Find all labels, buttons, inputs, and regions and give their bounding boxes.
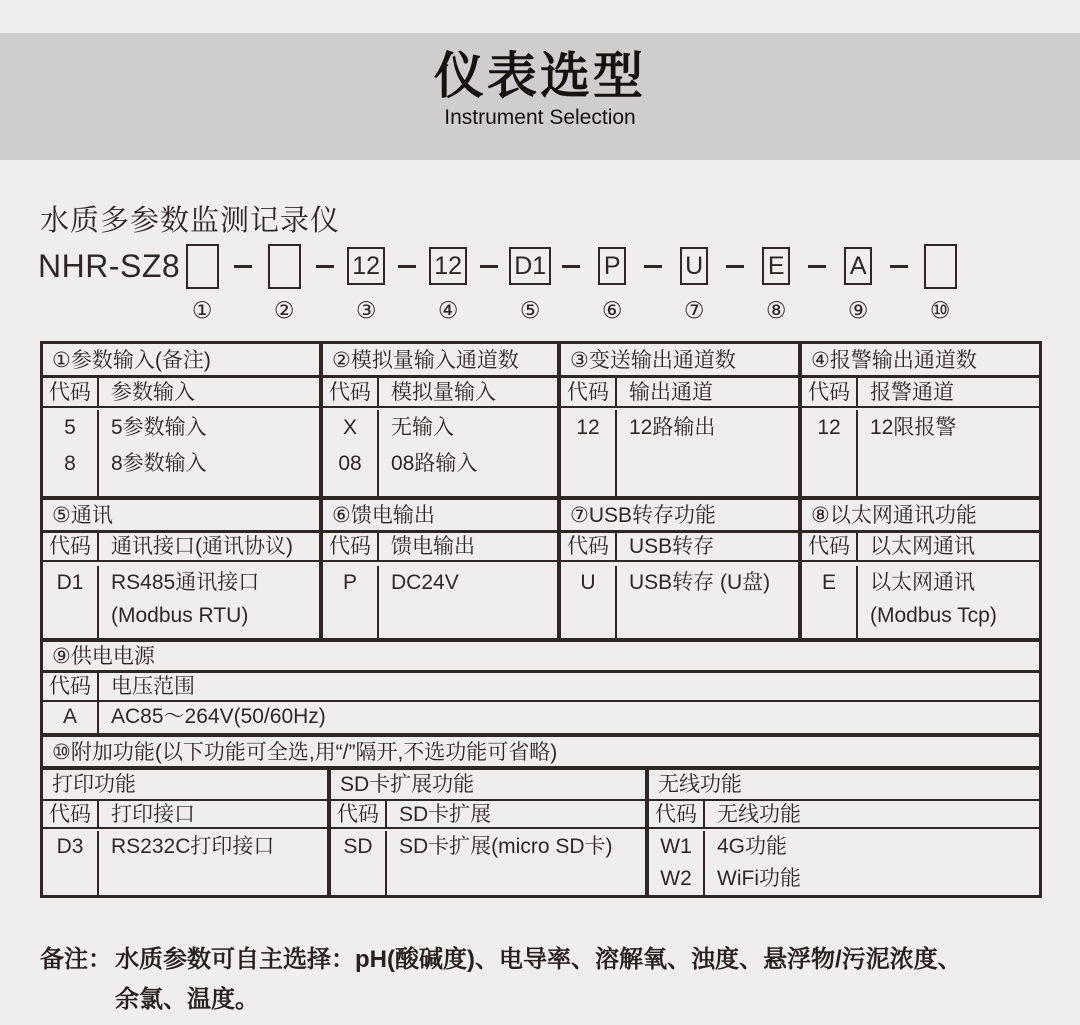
section-header: 打印功能 — [43, 770, 327, 801]
section-alarm-output-channels — [798, 344, 1039, 496]
dash-icon — [726, 265, 744, 268]
section-rows — [802, 408, 1039, 496]
dash-icon — [890, 265, 908, 268]
slot-number-5: ⑤ — [519, 297, 541, 323]
section-header: ①参数输入(备注) — [43, 344, 319, 378]
dash-icon — [316, 265, 334, 268]
code-label: 代码 — [43, 533, 99, 560]
option-text: 08路输入 — [391, 452, 478, 475]
code-label: 代码 — [43, 378, 99, 406]
option-text: 12限报警 — [870, 416, 957, 439]
model-box-5: D1 — [509, 247, 551, 285]
value-label: 打印接口 — [111, 803, 195, 826]
band-1 — [43, 344, 1039, 496]
code-label: 代码 — [323, 378, 379, 406]
model-slot-5 — [510, 242, 550, 323]
code-value: X — [342, 416, 357, 439]
section-rows — [323, 408, 557, 496]
code-value: 12 — [576, 416, 600, 439]
option-text: RS232C打印接口 — [111, 835, 275, 858]
column-headers — [43, 673, 1039, 702]
model-box-1 — [186, 244, 219, 289]
section-header: ⑦USB转存功能 — [561, 500, 798, 533]
slot-number-8: ⑧ — [765, 297, 787, 323]
column-headers — [649, 801, 1039, 829]
option-text: RS485通讯接口 — [111, 571, 260, 594]
code-value: 8 — [64, 452, 76, 475]
column-headers — [43, 533, 319, 562]
code-value: 12 — [817, 416, 841, 439]
model-box-4: 12 — [429, 247, 467, 285]
model-prefix: NHR-SZ8 — [38, 248, 181, 284]
code-value: D3 — [56, 835, 84, 858]
model-box-7: U — [680, 247, 708, 285]
value-label: SD卡扩展 — [399, 803, 492, 826]
model-box-6: P — [598, 247, 626, 285]
model-slot-8 — [756, 242, 796, 323]
code-label: 代码 — [802, 378, 858, 406]
code-label: 代码 — [561, 533, 617, 560]
code-label: 代码 — [43, 801, 99, 827]
model-slot-1 — [182, 242, 222, 323]
model-box-2 — [268, 244, 301, 289]
slot-number-4: ④ — [437, 297, 459, 323]
option-text: 4G功能 — [717, 835, 788, 858]
option-text: DC24V — [391, 571, 459, 594]
selection-table — [40, 341, 1042, 898]
section-rows — [43, 408, 319, 496]
section-rows — [649, 829, 1039, 895]
page-title: 仪表选型 — [434, 48, 646, 104]
column-headers — [561, 533, 798, 562]
value-label: 馈电输出 — [391, 535, 475, 558]
dash-icon — [398, 265, 416, 268]
code-value: W2 — [660, 867, 692, 890]
column-headers — [43, 801, 327, 829]
value-label: 电压范围 — [111, 675, 195, 698]
banner — [0, 33, 1080, 160]
slot-number-1: ① — [191, 297, 213, 323]
code-label: 代码 — [561, 378, 617, 406]
section-rows — [323, 562, 557, 638]
dash-icon — [234, 265, 252, 268]
code-value: D1 — [56, 571, 84, 594]
slot-number-7: ⑦ — [683, 297, 705, 323]
column-headers — [561, 378, 798, 408]
remark — [40, 940, 1050, 1020]
section-rows — [561, 562, 798, 638]
column-headers — [802, 533, 1039, 562]
model-slot-2 — [264, 242, 304, 323]
section-transmit-output-channels — [557, 344, 798, 496]
section-wireless — [645, 770, 1039, 895]
value-label: 输出通道 — [629, 381, 713, 404]
section-rows — [561, 408, 798, 496]
section-header: 无线功能 — [649, 770, 1039, 801]
option-text: 无输入 — [391, 416, 454, 439]
code-label: 代码 — [323, 533, 379, 560]
option-text: AC85～264V(50/60Hz) — [111, 705, 326, 728]
value-label: 模拟量输入 — [391, 381, 496, 404]
model-slot-9 — [838, 242, 878, 323]
section-header: ④报警输出通道数 — [802, 344, 1039, 378]
column-headers — [802, 378, 1039, 408]
remark-line: 水质参数可自主选择：pH(酸碱度)、电导率、溶解氧、浊度、悬浮物/污泥浓度、 — [115, 946, 962, 973]
band-5 — [43, 766, 1039, 895]
code-label: 代码 — [649, 801, 705, 827]
column-headers — [43, 378, 319, 408]
section-header: ②模拟量输入通道数 — [323, 344, 557, 378]
option-text: (Modbus Tcp) — [870, 604, 997, 627]
model-slot-10 — [920, 242, 960, 323]
section-header: ⑧以太网通讯功能 — [802, 500, 1039, 533]
remark-line: 余氯、温度。 — [115, 986, 259, 1013]
section-header: ⑤通讯 — [43, 500, 319, 533]
section-rows — [802, 562, 1039, 638]
section-communication — [43, 500, 319, 638]
slot-number-9: ⑨ — [847, 297, 869, 323]
column-headers — [323, 533, 557, 562]
band-2 — [43, 496, 1039, 638]
option-text: 12路输出 — [629, 416, 716, 439]
code-value: A — [43, 702, 99, 733]
slot-number-6: ⑥ — [601, 297, 623, 323]
product-name: 水质多参数监测记录仪 — [40, 205, 341, 237]
option-text: (Modbus RTU) — [111, 604, 249, 627]
model-slot-3 — [346, 242, 386, 323]
section-rows — [43, 562, 319, 638]
model-slot-6 — [592, 242, 632, 323]
model-slot-7 — [674, 242, 714, 323]
value-label: 参数输入 — [111, 381, 195, 404]
code-value: E — [821, 571, 836, 594]
section-header: SD卡扩展功能 — [331, 770, 645, 801]
remark-body — [115, 940, 962, 1020]
code-value: 5 — [64, 416, 76, 439]
option-text: 以太网通讯 — [870, 571, 975, 594]
section-header: ③变送输出通道数 — [561, 344, 798, 378]
value-label: 无线功能 — [717, 803, 801, 826]
model-box-8: E — [762, 247, 790, 285]
code-value: P — [342, 571, 357, 594]
option-text: USB转存 (U盘) — [629, 571, 771, 594]
dash-icon — [808, 265, 826, 268]
section-header: ⑨供电电源 — [43, 642, 1039, 673]
model-box-3: 12 — [347, 247, 385, 285]
value-label: USB转存 — [629, 535, 715, 558]
code-label: 代码 — [43, 673, 99, 700]
option-text: 8参数输入 — [111, 452, 207, 475]
option-text: 5参数输入 — [111, 416, 207, 439]
page-subtitle: Instrument Selection — [444, 106, 636, 129]
value-label: 通讯接口(通讯协议) — [111, 535, 293, 558]
section-header: ⑥馈电输出 — [323, 500, 557, 533]
section-rows — [43, 702, 1039, 733]
slot-number-10: ⑩ — [929, 297, 951, 323]
model-code-row — [38, 242, 960, 323]
code-value: U — [580, 571, 596, 594]
value-label: 以太网通讯 — [870, 535, 975, 558]
code-label: 代码 — [802, 533, 858, 560]
slot-number-3: ③ — [355, 297, 377, 323]
code-value: SD — [343, 835, 373, 858]
band-power-supply — [43, 638, 1039, 733]
code-label: 代码 — [331, 801, 387, 827]
section-print — [43, 770, 327, 895]
dash-icon — [562, 265, 580, 268]
band-additional-functions: ⑩附加功能(以下功能可全选,用“/”隔开,不选功能可省略) — [43, 733, 1039, 766]
code-value: 08 — [338, 452, 362, 475]
column-headers — [323, 378, 557, 408]
section-sd-card — [327, 770, 645, 895]
model-box-9: A — [844, 247, 872, 285]
column-headers — [331, 801, 645, 829]
section-ethernet — [798, 500, 1039, 638]
dash-icon — [644, 265, 662, 268]
section-param-input — [43, 344, 319, 496]
option-text: SD卡扩展(micro SD卡) — [399, 835, 613, 858]
section-analog-input-channels — [319, 344, 557, 496]
section-usb-transfer — [557, 500, 798, 638]
section-feed-output — [319, 500, 557, 638]
remark-label: 备注： — [40, 946, 112, 973]
option-text: WiFi功能 — [717, 867, 801, 890]
section-rows — [43, 829, 327, 895]
model-box-10 — [924, 244, 957, 289]
value-label: 报警通道 — [870, 381, 954, 404]
code-value: W1 — [660, 835, 692, 858]
model-slot-4 — [428, 242, 468, 323]
dash-icon — [480, 265, 498, 268]
section-rows — [331, 829, 645, 895]
slot-number-2: ② — [273, 297, 295, 323]
